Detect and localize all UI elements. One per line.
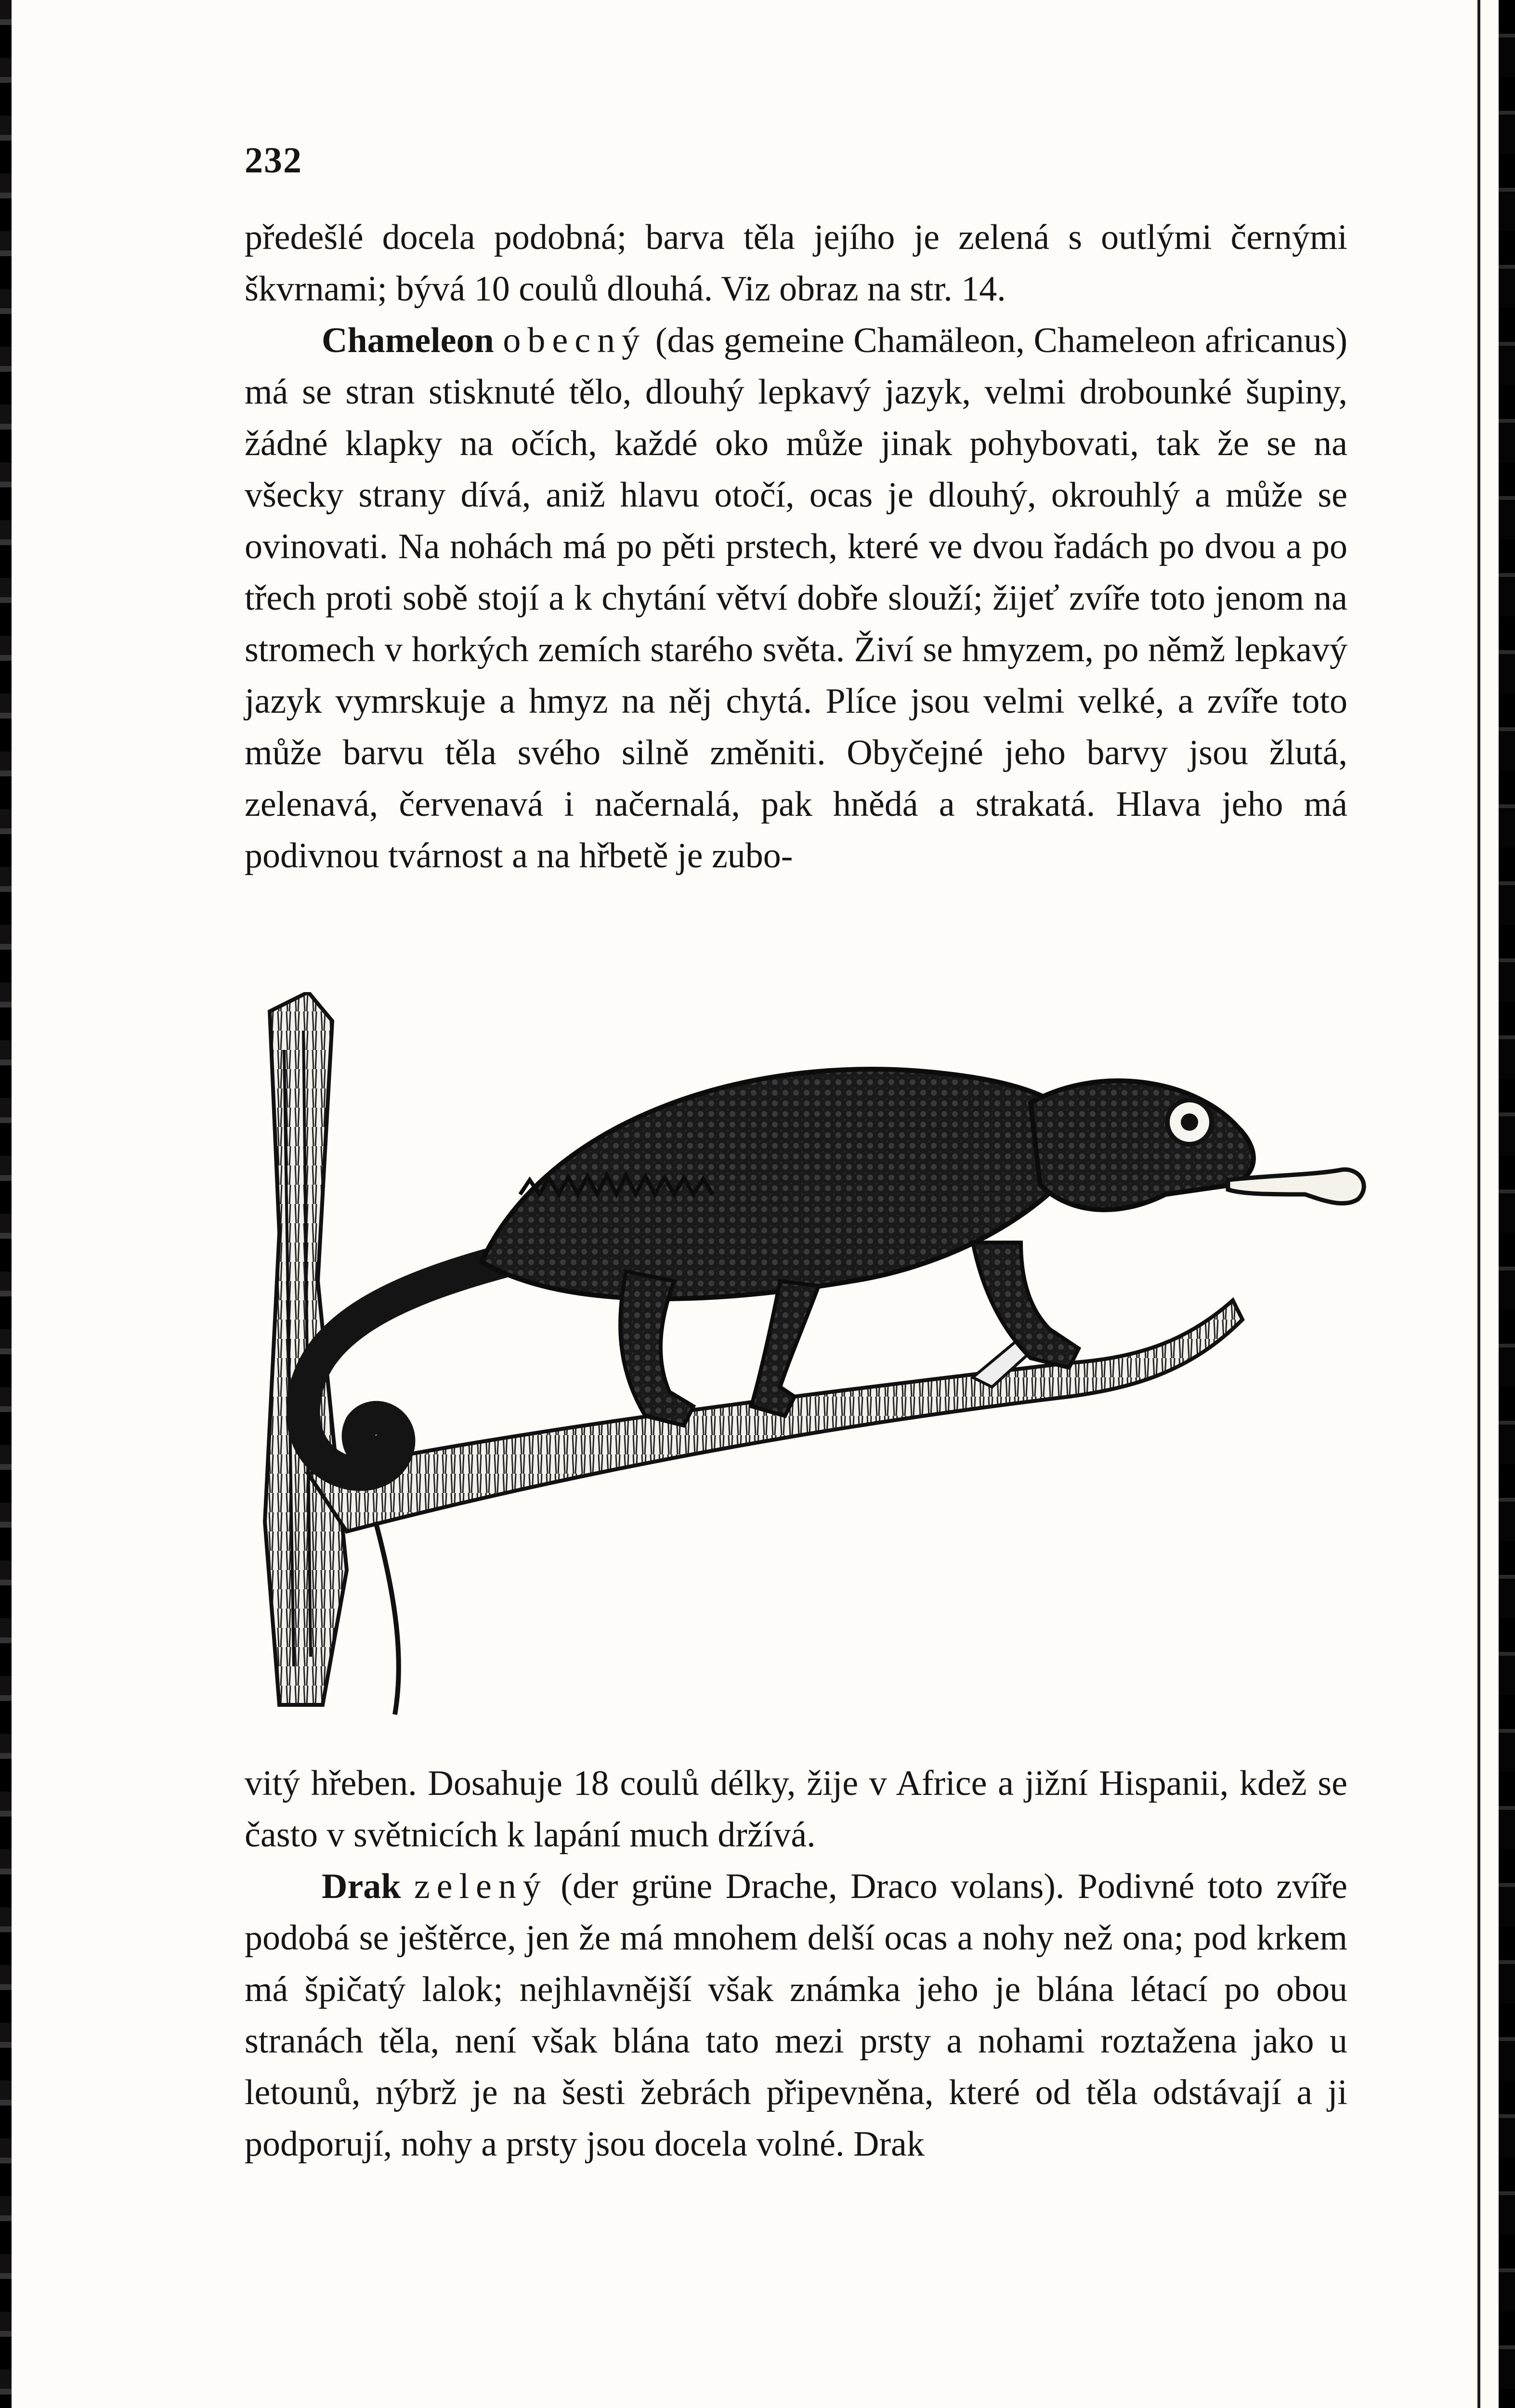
paragraph-continuation: předešlé docela podobná; barva těla jejího je zelená s outlými černými škvrnami; bývá 10 coulů dlouhá. Viz obraz na str. 14. [245, 218, 1347, 309]
chameleon-illustration [250, 992, 1416, 1763]
term-chameleon-adjective: obecný [503, 321, 647, 360]
draco-description: (der grüne Drache, Draco volans). Podivné toto zvíře podobá se ještěrce, jen že má mnohem delší ocas a nohy než ona; pod krkem má špičatý lalok; nejhlavnější však známka jeho je blána létací po obou stranách těla, není však blána tato mezi prsty a nohami roztažena jako u letounů, nýbrž je na šesti žebrách připevněna, které od těla odstávají a ji podporují, nohy a prsty jsou docela volné. Drak [245, 1867, 1348, 2164]
chameleon-description: (das gemeine Chamäleon, Chameleon africanus) má se stran stisknuté tělo, dlouhý lepkavý jazyk, velmi drobounké šupiny, žádné klapky na očích, každé oko může jinak pohybovati, tak že se na všecky strany dívá, aniž hlavu otočí, ocas je dlouhý, okrouhlý a může se ovinovati. Na nohách má po pěti prstech, které ve dvou řadách po dvou a po třech proti sobě stojí a k chytání větví dobře slouží; žijeť zvíře toto jenom na stromech v horkých zemích starého světa. Živí se hmyzem, po němž lepkavý jazyk vymrskuje a hmyz na něj chytá. Plíce jsou velmi velké, a zvíře toto může barvu těla svého silně změniti. Obyčejné jeho barvy jsou žlutá, zelenavá, červenavá i načernalá, pak hnědá a strakatá. Hlava jeho má podivnou tvárnost a na hřbetě je zubo- [245, 321, 1348, 876]
term-drak: Drak [322, 1867, 401, 1906]
term-chameleon: Chameleon [322, 321, 494, 360]
text-block-bottom [245, 1758, 1347, 2170]
text-block-top [245, 212, 1347, 882]
paragraph-draco [245, 1861, 1347, 2170]
term-drak-adjective: zelený [414, 1867, 548, 1906]
paragraph-continuation-2: vitý hřeben. Dosahuje 18 coulů délky, žije v Africe a jižní Hispanii, kdež se často v světnicích k lapání much držívá. [245, 1764, 1347, 1855]
page-number: 232 [245, 140, 302, 181]
paragraph-chameleon [245, 315, 1347, 882]
